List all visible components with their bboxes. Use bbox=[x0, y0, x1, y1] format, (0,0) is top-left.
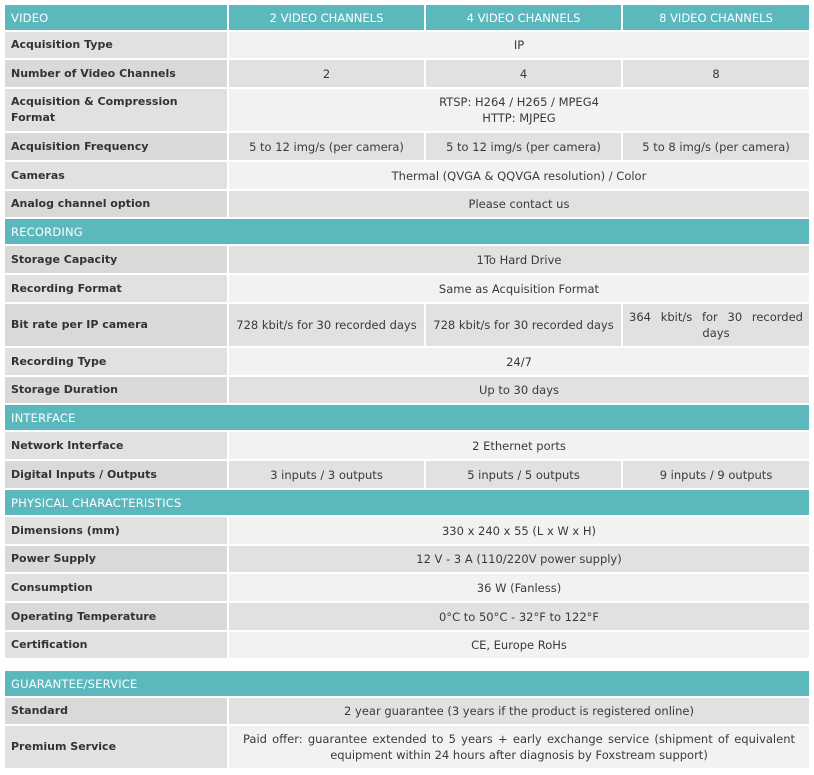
spec-label: Recording Format bbox=[5, 275, 229, 304]
spec-value: 4 bbox=[426, 60, 623, 89]
spec-row bbox=[5, 133, 809, 162]
spec-value: Thermal (QVGA & QQVGA resolution) / Color bbox=[229, 162, 809, 191]
spec-value bbox=[229, 89, 809, 133]
guarantee-table bbox=[5, 671, 809, 770]
spec-value: 3 inputs / 3 outputs bbox=[229, 461, 426, 490]
specifications-sheet bbox=[5, 5, 809, 770]
spec-row bbox=[5, 89, 809, 133]
spec-value: 24/7 bbox=[229, 348, 809, 377]
spec-value: 1To Hard Drive bbox=[229, 246, 809, 275]
spec-value: 728 kbit/s for 30 recorded days bbox=[426, 304, 623, 348]
spec-label: Operating Temperature bbox=[5, 603, 229, 632]
spec-value: 0°C to 50°C - 32°F to 122°F bbox=[229, 603, 809, 632]
spec-row bbox=[5, 574, 809, 603]
spec-label: Recording Type bbox=[5, 348, 229, 377]
spec-value: Same as Acquisition Format bbox=[229, 275, 809, 304]
spec-row bbox=[5, 304, 809, 348]
spec-label: Acquisition & Compression Format bbox=[5, 89, 229, 133]
spec-row bbox=[5, 348, 809, 377]
spec-value: 728 kbit/s for 30 recorded days bbox=[229, 304, 426, 348]
spec-label: Acquisition Frequency bbox=[5, 133, 229, 162]
spec-label: Premium Service bbox=[5, 726, 229, 770]
spec-row bbox=[5, 191, 809, 219]
spec-row bbox=[5, 32, 809, 60]
spec-row bbox=[5, 726, 809, 770]
spec-value: 9 inputs / 9 outputs bbox=[623, 461, 809, 490]
spec-value: Up to 30 days bbox=[229, 377, 809, 405]
spec-row bbox=[5, 461, 809, 490]
section-header-physical: PHYSICAL CHARACTERISTICS bbox=[5, 490, 809, 517]
spec-value: CE, Europe RoHs bbox=[229, 632, 809, 660]
spec-value: 5 to 12 img/s (per camera) bbox=[426, 133, 623, 162]
spec-value: 2 bbox=[229, 60, 426, 89]
column-header-8-channels: 8 VIDEO CHANNELS bbox=[623, 5, 809, 32]
spec-value: IP bbox=[229, 32, 809, 60]
spec-row bbox=[5, 275, 809, 304]
section-header-guarantee: GUARANTEE/SERVICE bbox=[5, 671, 809, 698]
spec-label: Storage Duration bbox=[5, 377, 229, 405]
spec-value-line: RTSP: H264 / H265 / MPEG4 bbox=[439, 95, 599, 109]
spec-label: Digital Inputs / Outputs bbox=[5, 461, 229, 490]
spec-value: 12 V - 3 A (110/220V power supply) bbox=[229, 546, 809, 574]
spec-label: Acquisition Type bbox=[5, 32, 229, 60]
spec-label: Number of Video Channels bbox=[5, 60, 229, 89]
spec-row bbox=[5, 377, 809, 405]
spec-value: Paid offer: guarantee extended to 5 years + early exchange service (shipment of equivalent equipment within 24 hours after diagnosis by Foxstream support) bbox=[229, 726, 809, 770]
spec-label: Network Interface bbox=[5, 432, 229, 461]
spec-value: 2 year guarantee (3 years if the product is registered online) bbox=[229, 698, 809, 726]
spec-value: 5 to 8 img/s (per camera) bbox=[623, 133, 809, 162]
spec-value: 5 to 12 img/s (per camera) bbox=[229, 133, 426, 162]
spec-row bbox=[5, 546, 809, 574]
spec-value-line: HTTP: MJPEG bbox=[482, 111, 556, 125]
physical-header-row bbox=[5, 490, 809, 517]
spec-value: 364 kbit/s for 30 recorded days bbox=[623, 304, 809, 348]
spec-row bbox=[5, 432, 809, 461]
spec-label: Dimensions (mm) bbox=[5, 517, 229, 546]
specs-table bbox=[5, 5, 809, 660]
spec-row bbox=[5, 246, 809, 275]
section-header-interface: INTERFACE bbox=[5, 405, 809, 432]
spec-label: Bit rate per IP camera bbox=[5, 304, 229, 348]
spec-label: Power Supply bbox=[5, 546, 229, 574]
guarantee-header-row bbox=[5, 671, 809, 698]
spec-value: 2 Ethernet ports bbox=[229, 432, 809, 461]
spec-row bbox=[5, 162, 809, 191]
spec-label: Standard bbox=[5, 698, 229, 726]
spec-row bbox=[5, 632, 809, 660]
spec-value: 36 W (Fanless) bbox=[229, 574, 809, 603]
spec-value: 5 inputs / 5 outputs bbox=[426, 461, 623, 490]
recording-header-row bbox=[5, 219, 809, 246]
spec-row bbox=[5, 698, 809, 726]
spec-label: Analog channel option bbox=[5, 191, 229, 219]
interface-header-row bbox=[5, 405, 809, 432]
section-header-video: VIDEO bbox=[5, 5, 229, 32]
spec-value: Please contact us bbox=[229, 191, 809, 219]
section-header-recording: RECORDING bbox=[5, 219, 809, 246]
column-header-4-channels: 4 VIDEO CHANNELS bbox=[426, 5, 623, 32]
spec-row bbox=[5, 517, 809, 546]
spec-label: Cameras bbox=[5, 162, 229, 191]
spec-label: Consumption bbox=[5, 574, 229, 603]
spec-label: Storage Capacity bbox=[5, 246, 229, 275]
video-header-row bbox=[5, 5, 809, 32]
spec-row bbox=[5, 603, 809, 632]
spec-label: Certification bbox=[5, 632, 229, 660]
column-header-2-channels: 2 VIDEO CHANNELS bbox=[229, 5, 426, 32]
spec-value: 330 x 240 x 55 (L x W x H) bbox=[229, 517, 809, 546]
spec-row bbox=[5, 60, 809, 89]
spec-value: 8 bbox=[623, 60, 809, 89]
